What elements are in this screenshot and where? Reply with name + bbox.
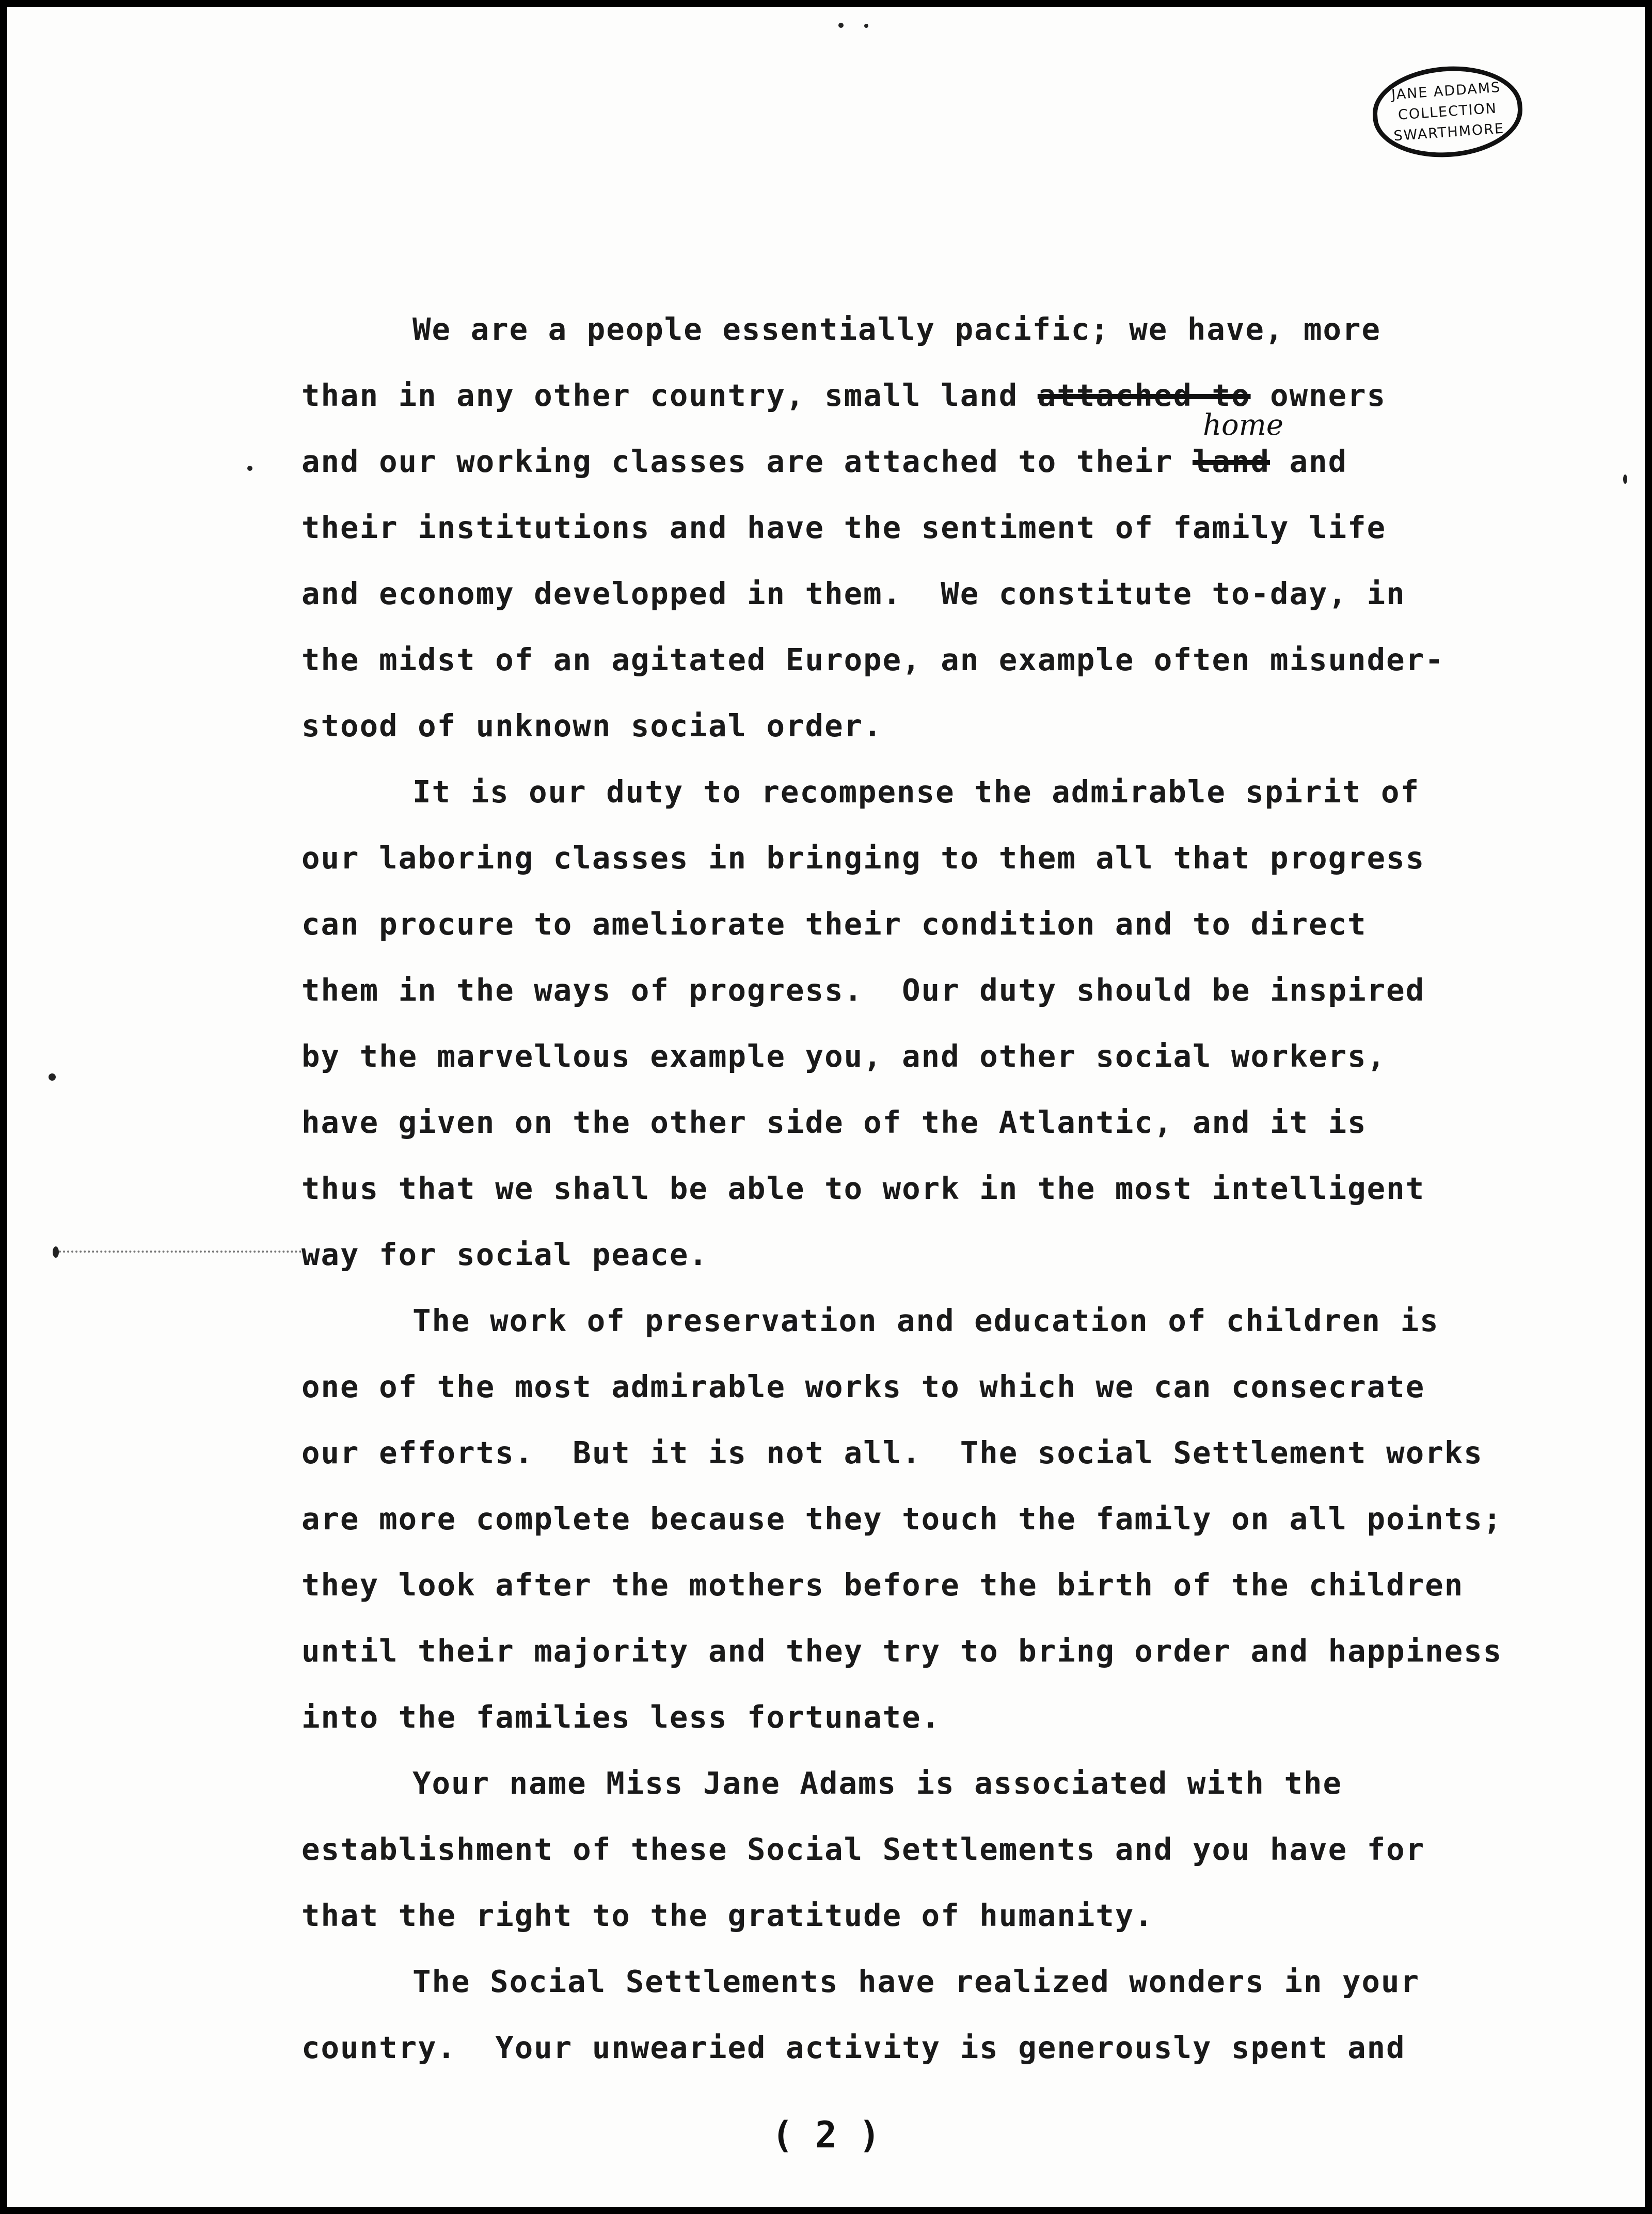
stamp-line-1: JANE ADDAMS bbox=[1391, 79, 1502, 103]
text-line: The work of preservation and education of children is bbox=[412, 1303, 1439, 1338]
archive-stamp bbox=[1370, 61, 1526, 162]
scan-speck bbox=[53, 1246, 59, 1258]
struck-text: land bbox=[1192, 444, 1270, 479]
text-line: into the families less fortunate. bbox=[301, 1699, 941, 1735]
text-line: until their majority and they try to bring order and happiness bbox=[301, 1633, 1503, 1669]
text-line: establishment of these Social Settlements and you have for bbox=[301, 1831, 1425, 1867]
text-line: can procure to ameliorate their condition and to direct bbox=[301, 906, 1367, 942]
text-line: and economy developped in them. We constitute to-day, in bbox=[301, 576, 1406, 611]
page-number: ( 2 ) bbox=[771, 2114, 881, 2156]
text-line: Your name Miss Jane Adams is associated with the bbox=[412, 1765, 1343, 1801]
text-line: We are a people essentially pacific; we have, more bbox=[412, 311, 1381, 347]
text-line: them in the ways of progress. Our duty should be inspired bbox=[301, 972, 1425, 1008]
text-line: It is our duty to recompense the admirable spirit of bbox=[412, 774, 1420, 810]
text-line: their institutions and have the sentiment of family life bbox=[301, 510, 1387, 545]
text-line: they look after the mothers before the birth of the children bbox=[301, 1567, 1464, 1603]
scan-speck bbox=[247, 466, 252, 471]
text-line: our efforts. But it is not all. The social Settlement works bbox=[301, 1435, 1483, 1470]
document-page bbox=[7, 7, 1645, 2207]
stamp-line-2: COLLECTION bbox=[1397, 100, 1498, 123]
stamp-line-3: SWARTHMORE bbox=[1393, 120, 1505, 144]
text-line: have given on the other side of the Atlantic, and it is bbox=[301, 1104, 1367, 1140]
text-line: by the marvellous example you, and other social workers, bbox=[301, 1038, 1387, 1074]
text-line: that the right to the gratitude of humanity. bbox=[301, 1897, 1154, 1933]
text-line: than in any other country, small land attached to owners bbox=[301, 377, 1387, 413]
text-line: way for social peace. bbox=[301, 1237, 708, 1272]
text-line: stood of unknown social order. bbox=[301, 708, 883, 744]
handwritten-insert: home bbox=[1202, 408, 1283, 442]
scan-speck bbox=[49, 1073, 56, 1081]
text-line: are more complete because they touch the family on all points; bbox=[301, 1501, 1503, 1537]
letter-body bbox=[301, 296, 1546, 2081]
text-line: our laboring classes in bringing to them all that progress bbox=[301, 840, 1425, 876]
scan-speck bbox=[838, 23, 844, 28]
struck-text: attached to bbox=[1037, 377, 1251, 413]
text-line: thus that we shall be able to work in the most intelligent bbox=[301, 1171, 1425, 1206]
text-line: the midst of an agitated Europe, an example often misunder- bbox=[301, 642, 1444, 677]
text-line: and our working classes are attached to their land home and bbox=[301, 429, 1546, 495]
scan-speck bbox=[1623, 475, 1627, 484]
text-line: one of the most admirable works to which we can consecrate bbox=[301, 1369, 1425, 1404]
text-line: country. Your unwearied activity is generously spent and bbox=[301, 2030, 1406, 2065]
text-line: The Social Settlements have realized wonders in your bbox=[412, 1964, 1420, 1999]
margin-dotted-line bbox=[59, 1251, 301, 1255]
scan-speck bbox=[864, 24, 868, 28]
